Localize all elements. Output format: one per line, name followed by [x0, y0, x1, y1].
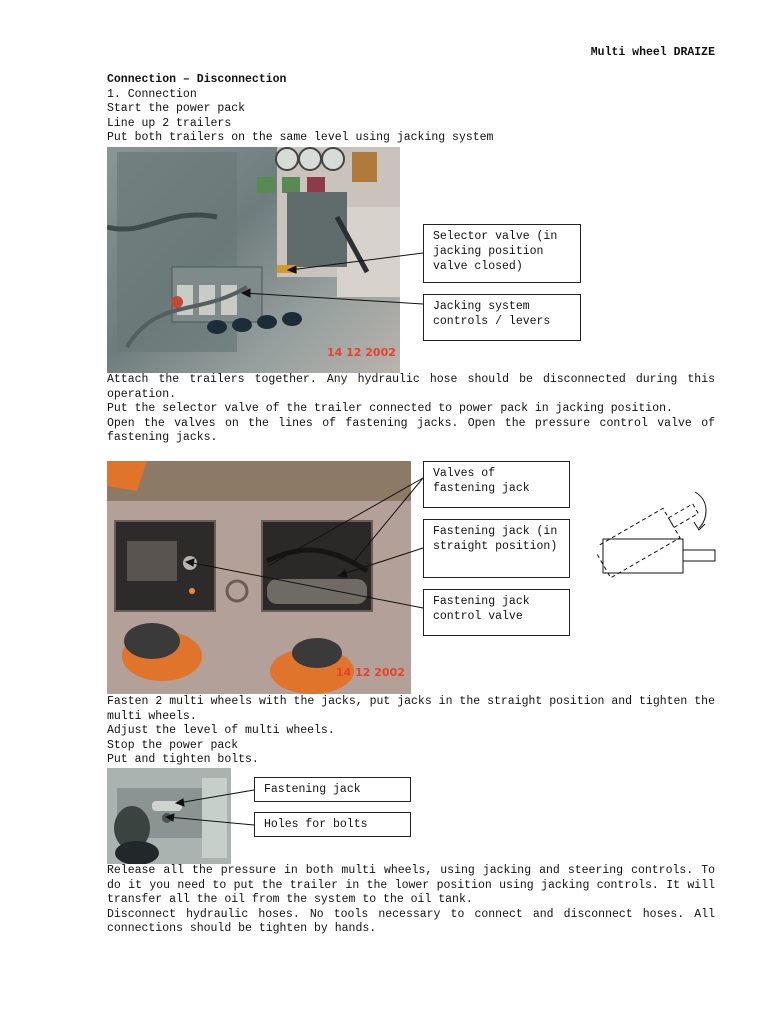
paragraph: Open the valves on the lines of fastening jacks. Open the pressure control valve of fastening jacks. — [107, 416, 715, 445]
paragraph: Put and tighten bolts. — [107, 753, 259, 767]
control-panel-drawing — [107, 147, 400, 373]
jacking-controls-callout: Jacking system controls / levers — [423, 294, 581, 341]
photo-date-stamp: 14 12 2002 — [327, 346, 396, 359]
paragraph: Stop the power pack — [107, 738, 239, 752]
step-line: 1. Connection — [107, 87, 197, 101]
paragraph: Attach the trailers together. Any hydraulic hose should be disconnected during this operation. — [107, 373, 715, 401]
intro-block — [107, 73, 715, 146]
control-panel-photo — [107, 147, 400, 373]
fastening-jack-drawing — [107, 461, 411, 694]
selector-valve-callout: Selector valve (in jacking position valve closed) — [423, 224, 581, 283]
document-title: Multi wheel DRAIZE — [590, 46, 715, 59]
step-line: Line up 2 trailers — [107, 116, 232, 130]
fasten-instructions — [107, 695, 715, 768]
step-line: Put both trailers on the same level using jacking system — [107, 131, 494, 145]
paragraph: Fasten 2 multi wheels with the jacks, put jacks in the straight position and tighten the multi wheels. — [107, 695, 715, 723]
fastening-jack-photo — [107, 461, 411, 694]
bolts-photo — [107, 768, 231, 864]
holes-for-bolts-callout: Holes for bolts — [254, 812, 411, 837]
step-line: Start the power pack — [107, 102, 246, 116]
fastening-jack-straight-callout: Fastening jack (in straight position) — [423, 519, 570, 578]
paragraph: Put the selector valve of the trailer connected to power pack in jacking position. — [107, 402, 673, 416]
bolts-drawing — [107, 768, 231, 864]
attach-instructions — [107, 373, 715, 446]
paragraph: Disconnect hydraulic hoses. No tools necessary to connect and disconnect hoses. All connections should be tighten by hands. — [107, 907, 715, 936]
photo-date-stamp: 14 12 2002 — [336, 666, 405, 679]
paragraph: Release all the pressure in both multi wheels, using jacking and steering controls. To do it you need to put the trailer in the lower position using jacking controls. It will transfer all the oil from the system to the oil tank. — [107, 864, 715, 907]
section-heading: Connection – Disconnection — [107, 73, 287, 86]
fastening-jack-callout: Fastening jack — [254, 777, 411, 802]
paragraph: Adjust the level of multi wheels. — [107, 724, 335, 738]
valves-of-fastening-jack-callout: Valves of fastening jack — [423, 461, 570, 508]
jack-position-diagram — [597, 478, 721, 578]
release-instructions — [107, 864, 715, 937]
fastening-jack-control-valve-callout: Fastening jack control valve — [423, 589, 570, 636]
